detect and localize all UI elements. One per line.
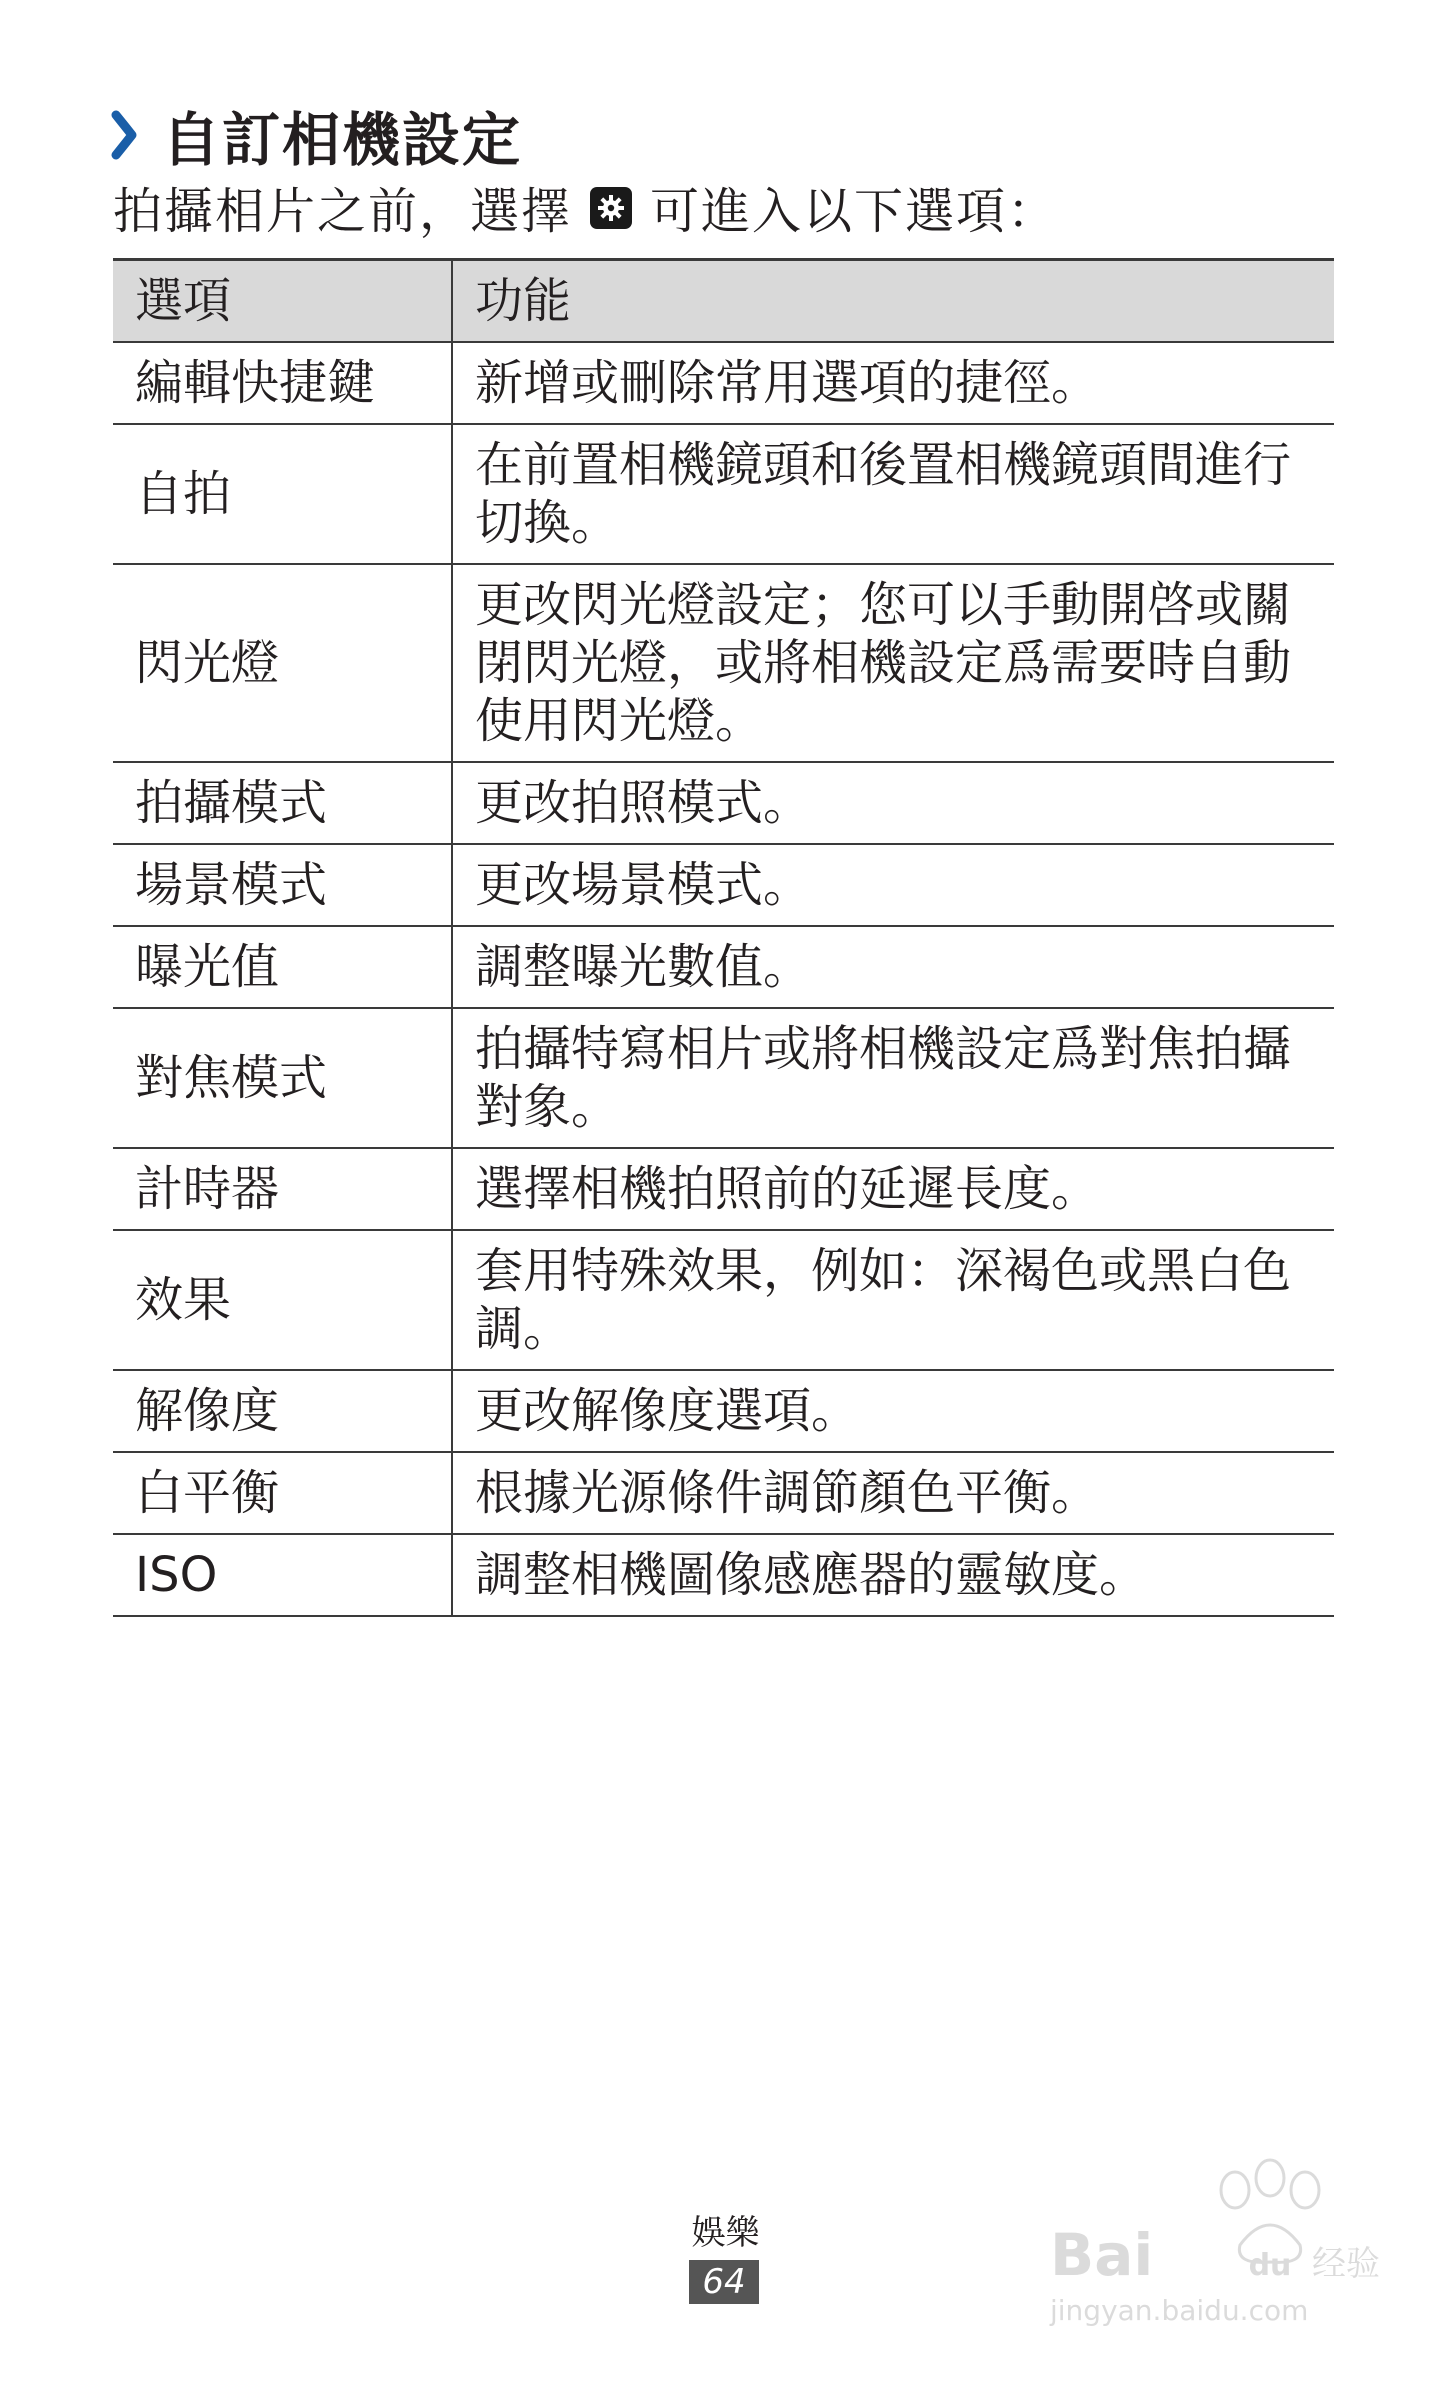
chevron-right-icon: [110, 109, 140, 161]
svg-text:du: du: [1248, 2248, 1292, 2283]
table-row: [113, 1148, 1334, 1230]
option-cell: 閃光燈: [113, 564, 452, 762]
svg-text:Bai: Bai: [1050, 2221, 1154, 2289]
option-cell: 自拍: [113, 424, 452, 564]
option-cell: 對焦模式: [113, 1008, 452, 1148]
intro-before: 拍攝相片之前，選擇: [113, 183, 573, 240]
option-cell: ISO: [113, 1534, 452, 1616]
table-row: [113, 1534, 1334, 1616]
function-cell: 更改拍照模式。: [452, 762, 1334, 844]
table-row: [113, 1008, 1334, 1148]
option-cell: 計時器: [113, 1148, 452, 1230]
table-row: [113, 844, 1334, 926]
intro-after: 可進入以下選項：: [650, 183, 1059, 240]
intro-text: [113, 168, 1058, 248]
baidu-watermark-logo: [1020, 2150, 1380, 2340]
footer-section-label: 娛樂: [691, 2213, 760, 2253]
table-row: [113, 564, 1334, 762]
section-title-text: 自訂相機設定: [162, 106, 523, 174]
option-cell: 效果: [113, 1230, 452, 1370]
table-row: [113, 762, 1334, 844]
table-header-row: [113, 260, 1334, 343]
table-row: [113, 1230, 1334, 1370]
gear-icon: [590, 187, 632, 229]
table-row: [113, 342, 1334, 424]
options-table: [113, 258, 1334, 1617]
function-cell: 套用特殊效果，例如：深褐色或黑白色調。: [452, 1230, 1334, 1370]
table-row: [113, 424, 1334, 564]
function-cell: 調整曝光數值。: [452, 926, 1334, 1008]
option-cell: 編輯快捷鍵: [113, 342, 452, 424]
function-cell: 根據光源條件調節顏色平衡。: [452, 1452, 1334, 1534]
table-row: [113, 926, 1334, 1008]
function-cell: 在前置相機鏡頭和後置相機鏡頭間進行切換。: [452, 424, 1334, 564]
header-function: 功能: [452, 260, 1334, 343]
section-title: [110, 95, 522, 175]
option-cell: 白平衡: [113, 1452, 452, 1534]
table-row: [113, 1452, 1334, 1534]
function-cell: 調整相機圖像感應器的靈敏度。: [452, 1534, 1334, 1616]
function-cell: 新增或刪除常用選項的捷徑。: [452, 342, 1334, 424]
svg-text:jingyan.baidu.com: jingyan.baidu.com: [1050, 2294, 1309, 2327]
svg-text:经验: 经验: [1312, 2244, 1380, 2284]
function-cell: 拍攝特寫相片或將相機設定爲對焦拍攝對象。: [452, 1008, 1334, 1148]
function-cell: 更改場景模式。: [452, 844, 1334, 926]
header-option: 選項: [113, 260, 452, 343]
option-cell: 曝光值: [113, 926, 452, 1008]
page-number: 64: [689, 2260, 759, 2304]
function-cell: 更改解像度選項。: [452, 1370, 1334, 1452]
function-cell: 選擇相機拍照前的延遲長度。: [452, 1148, 1334, 1230]
option-cell: 解像度: [113, 1370, 452, 1452]
option-cell: 拍攝模式: [113, 762, 452, 844]
function-cell: 更改閃光燈設定；您可以手動開啓或關閉閃光燈，或將相機設定爲需要時自動使用閃光燈。: [452, 564, 1334, 762]
option-cell: 場景模式: [113, 844, 452, 926]
table-row: [113, 1370, 1334, 1452]
